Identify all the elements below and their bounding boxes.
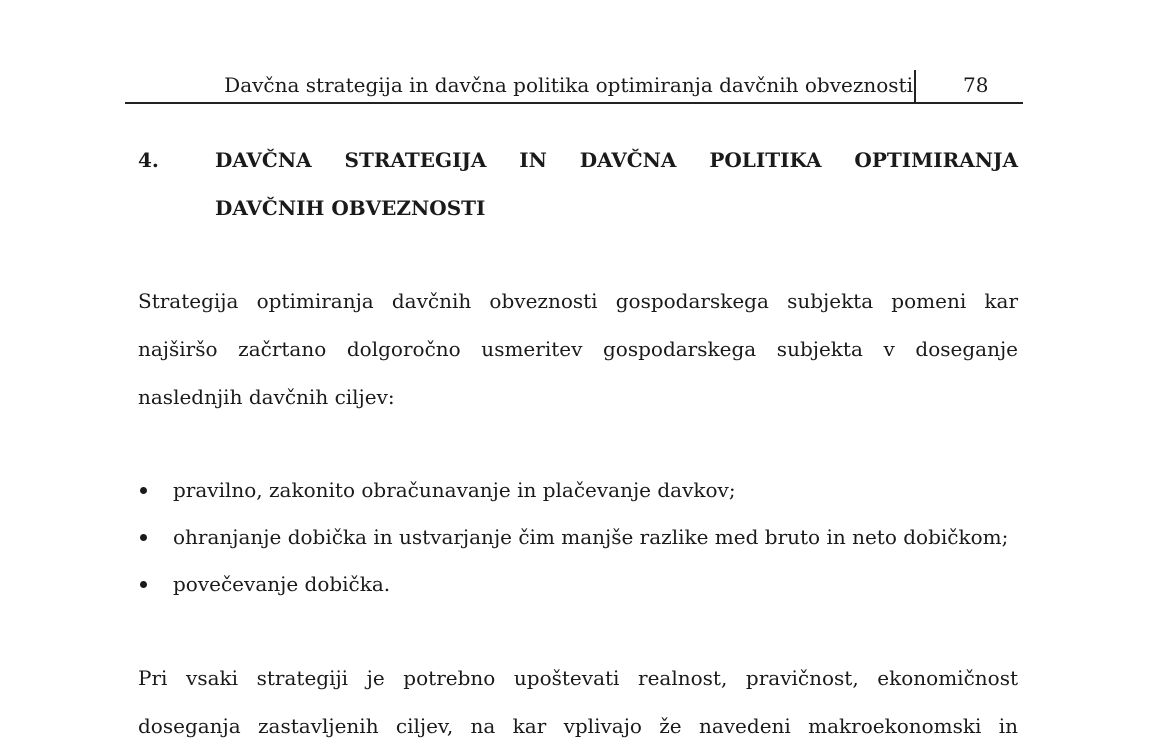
list-item-text: povečevanje dobička. (173, 572, 391, 596)
chapter-number: 4. (138, 148, 159, 172)
bullet-icon (140, 534, 147, 541)
paragraph-intro (138, 277, 1018, 421)
bullet-icon (140, 487, 147, 494)
list-item (138, 561, 1038, 608)
paragraph-strategy (138, 654, 1018, 750)
goals-bullet-list (138, 467, 1038, 608)
list-item-text: pravilno, zakonito obračunavanje in plačevanje davkov; (173, 478, 736, 502)
page-number: 78 (963, 73, 989, 97)
chapter-title-line-2: DAVČNIH OBVEZNOSTI (215, 196, 486, 220)
chapter-title (215, 136, 1018, 232)
paragraph-line: naslednjih davčnih ciljev: (138, 385, 395, 409)
chapter-title-line-1: DAVČNA STRATEGIJA IN DAVČNA POLITIKA OPTIMIRANJA (215, 148, 1018, 172)
running-title: Davčna strategija in davčna politika optimiranja davčnih obveznosti (224, 73, 913, 97)
paragraph-line: najširšo začrtano dolgoročno usmeritev gospodarskega subjekta v doseganje (138, 337, 1018, 361)
paragraph-line: Pri vsaki strategiji je potrebno upoštevati realnost, pravičnost, ekonomičnost (138, 666, 1018, 690)
bullet-icon (140, 581, 147, 588)
list-item (138, 514, 1038, 561)
running-header (125, 70, 1023, 104)
header-divider (914, 70, 916, 102)
paragraph-line: Strategija optimiranja davčnih obveznosti gospodarskega subjekta pomeni kar (138, 289, 1018, 313)
list-item (138, 467, 1038, 514)
paragraph-line: doseganja zastavljenih ciljev, na kar vplivajo že navedeni makroekonomski in (138, 714, 1018, 738)
list-item-text: ohranjanje dobička in ustvarjanje čim manjše razlike med bruto in neto dobičkom; (173, 525, 1009, 549)
